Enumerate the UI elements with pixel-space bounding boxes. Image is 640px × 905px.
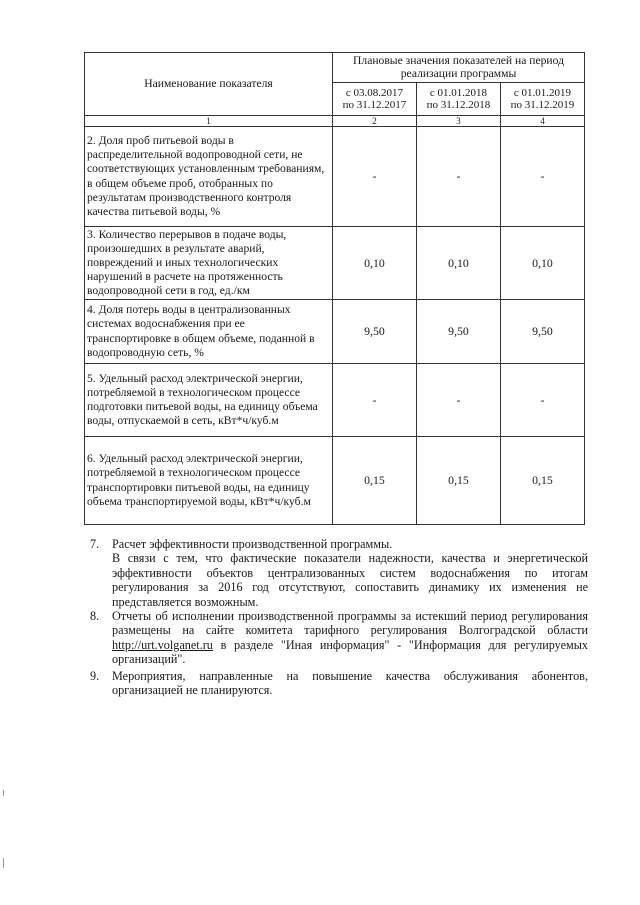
indicator-value: 9,50 <box>417 300 501 364</box>
section-text: Мероприятия, направленные на повышение качества обслуживания абонентов, организацией не планируются. <box>112 668 588 698</box>
indicator-name: 5. Удельный расход электрической энергии, потребляемой в технологическом процессе подготовки питьевой воды, на единицу объема воды, отпускаемой в сеть, кВт*ч/куб.м <box>85 364 333 437</box>
period-to: по 31.12.2018 <box>426 99 491 112</box>
column-number: 3 <box>417 116 501 127</box>
indicator-name: 6. Удельный расход электрической энергии, потребляемой в технологическом процессе транспортировки питьевой воды, на единицу объема транспортируемой воды, кВт*ч/куб.м <box>85 437 333 525</box>
indicator-value: 0,15 <box>417 437 501 525</box>
indicator-value: - <box>501 127 585 227</box>
period-from: с 03.08.2017 <box>345 86 404 99</box>
header-period-2018 <box>417 83 501 116</box>
table-row <box>85 300 585 364</box>
section-7 <box>90 537 588 609</box>
column-number-row <box>85 116 585 127</box>
indicator-name: 4. Доля потерь воды в централизованных системах водоснабжения при ее транспортировке в общем объеме, поданной в водопроводную сеть, % <box>85 300 333 364</box>
section-number: 9. <box>90 668 100 683</box>
period-to: по 31.12.2019 <box>510 99 575 112</box>
indicator-value: 0,10 <box>333 227 417 300</box>
section-9 <box>90 669 588 698</box>
section-text: в разделе "Иная информация" - "Информация для регулируемых организаций". <box>112 637 588 667</box>
header-planned-values: Плановые значения показателей на период реализации программы <box>333 53 585 83</box>
indicator-value: 0,15 <box>501 437 585 525</box>
indicators-table <box>84 52 585 525</box>
table-row <box>85 364 585 437</box>
indicator-value: 9,50 <box>333 300 417 364</box>
table-header-row <box>85 53 585 83</box>
indicator-name: 3. Количество перерывов в подаче воды, произошедших в результате аварий, повреждений и иных технологических нарушений в расчете на протяженность водопроводной сети в год, ед./км <box>85 227 333 300</box>
section-number: 8. <box>90 609 100 624</box>
column-number: 1 <box>85 116 333 127</box>
indicator-value: 0,15 <box>333 437 417 525</box>
indicator-value: 0,10 <box>501 227 585 300</box>
section-body: В связи с тем, что фактические показатели надежности, качества и энергетической эффективности объектов централизованных систем водоснабжения по итогам регулирования за 2016 год отсутствуют, сопоставить динамику их изменения не представляется возможным. <box>112 551 588 609</box>
indicator-value: - <box>333 127 417 227</box>
table-row <box>85 437 585 525</box>
period-to: по 31.12.2017 <box>342 99 407 112</box>
header-period-2019 <box>501 83 585 116</box>
period-from: с 01.01.2018 <box>429 86 488 99</box>
indicator-value: - <box>417 364 501 437</box>
indicator-value: - <box>417 127 501 227</box>
indicator-name: 2. Доля проб питьевой воды в распределительной водопроводной сети, не соответствующих установленным требованиям, в общем объеме проб, отобранных по результатам производственного контроля качества питьевой воды, % <box>85 127 333 227</box>
sections-list <box>90 537 588 697</box>
indicator-value: - <box>333 364 417 437</box>
scan-edge-mark <box>3 790 4 796</box>
table-row <box>85 227 585 300</box>
section-text: Отчеты об исполнении производственной программы за истекший период регулирования размещены на сайте комитета тарифного регулирования Волгоградской области <box>112 609 588 638</box>
volganet-link[interactable]: http://urt.volganet.ru <box>112 637 213 652</box>
scan-edge-mark <box>3 858 4 868</box>
header-indicator-name: Наименование показателя <box>85 53 333 116</box>
period-from: с 01.01.2019 <box>513 86 572 99</box>
indicator-value: 9,50 <box>501 300 585 364</box>
indicator-value: - <box>501 364 585 437</box>
indicator-value: 0,10 <box>417 227 501 300</box>
header-period-2017 <box>333 83 417 116</box>
section-title: Расчет эффективности производственной программы. <box>112 537 393 551</box>
column-number: 4 <box>501 116 585 127</box>
section-8 <box>90 609 588 667</box>
table-row <box>85 127 585 227</box>
section-number: 7. <box>90 537 100 551</box>
column-number: 2 <box>333 116 417 127</box>
